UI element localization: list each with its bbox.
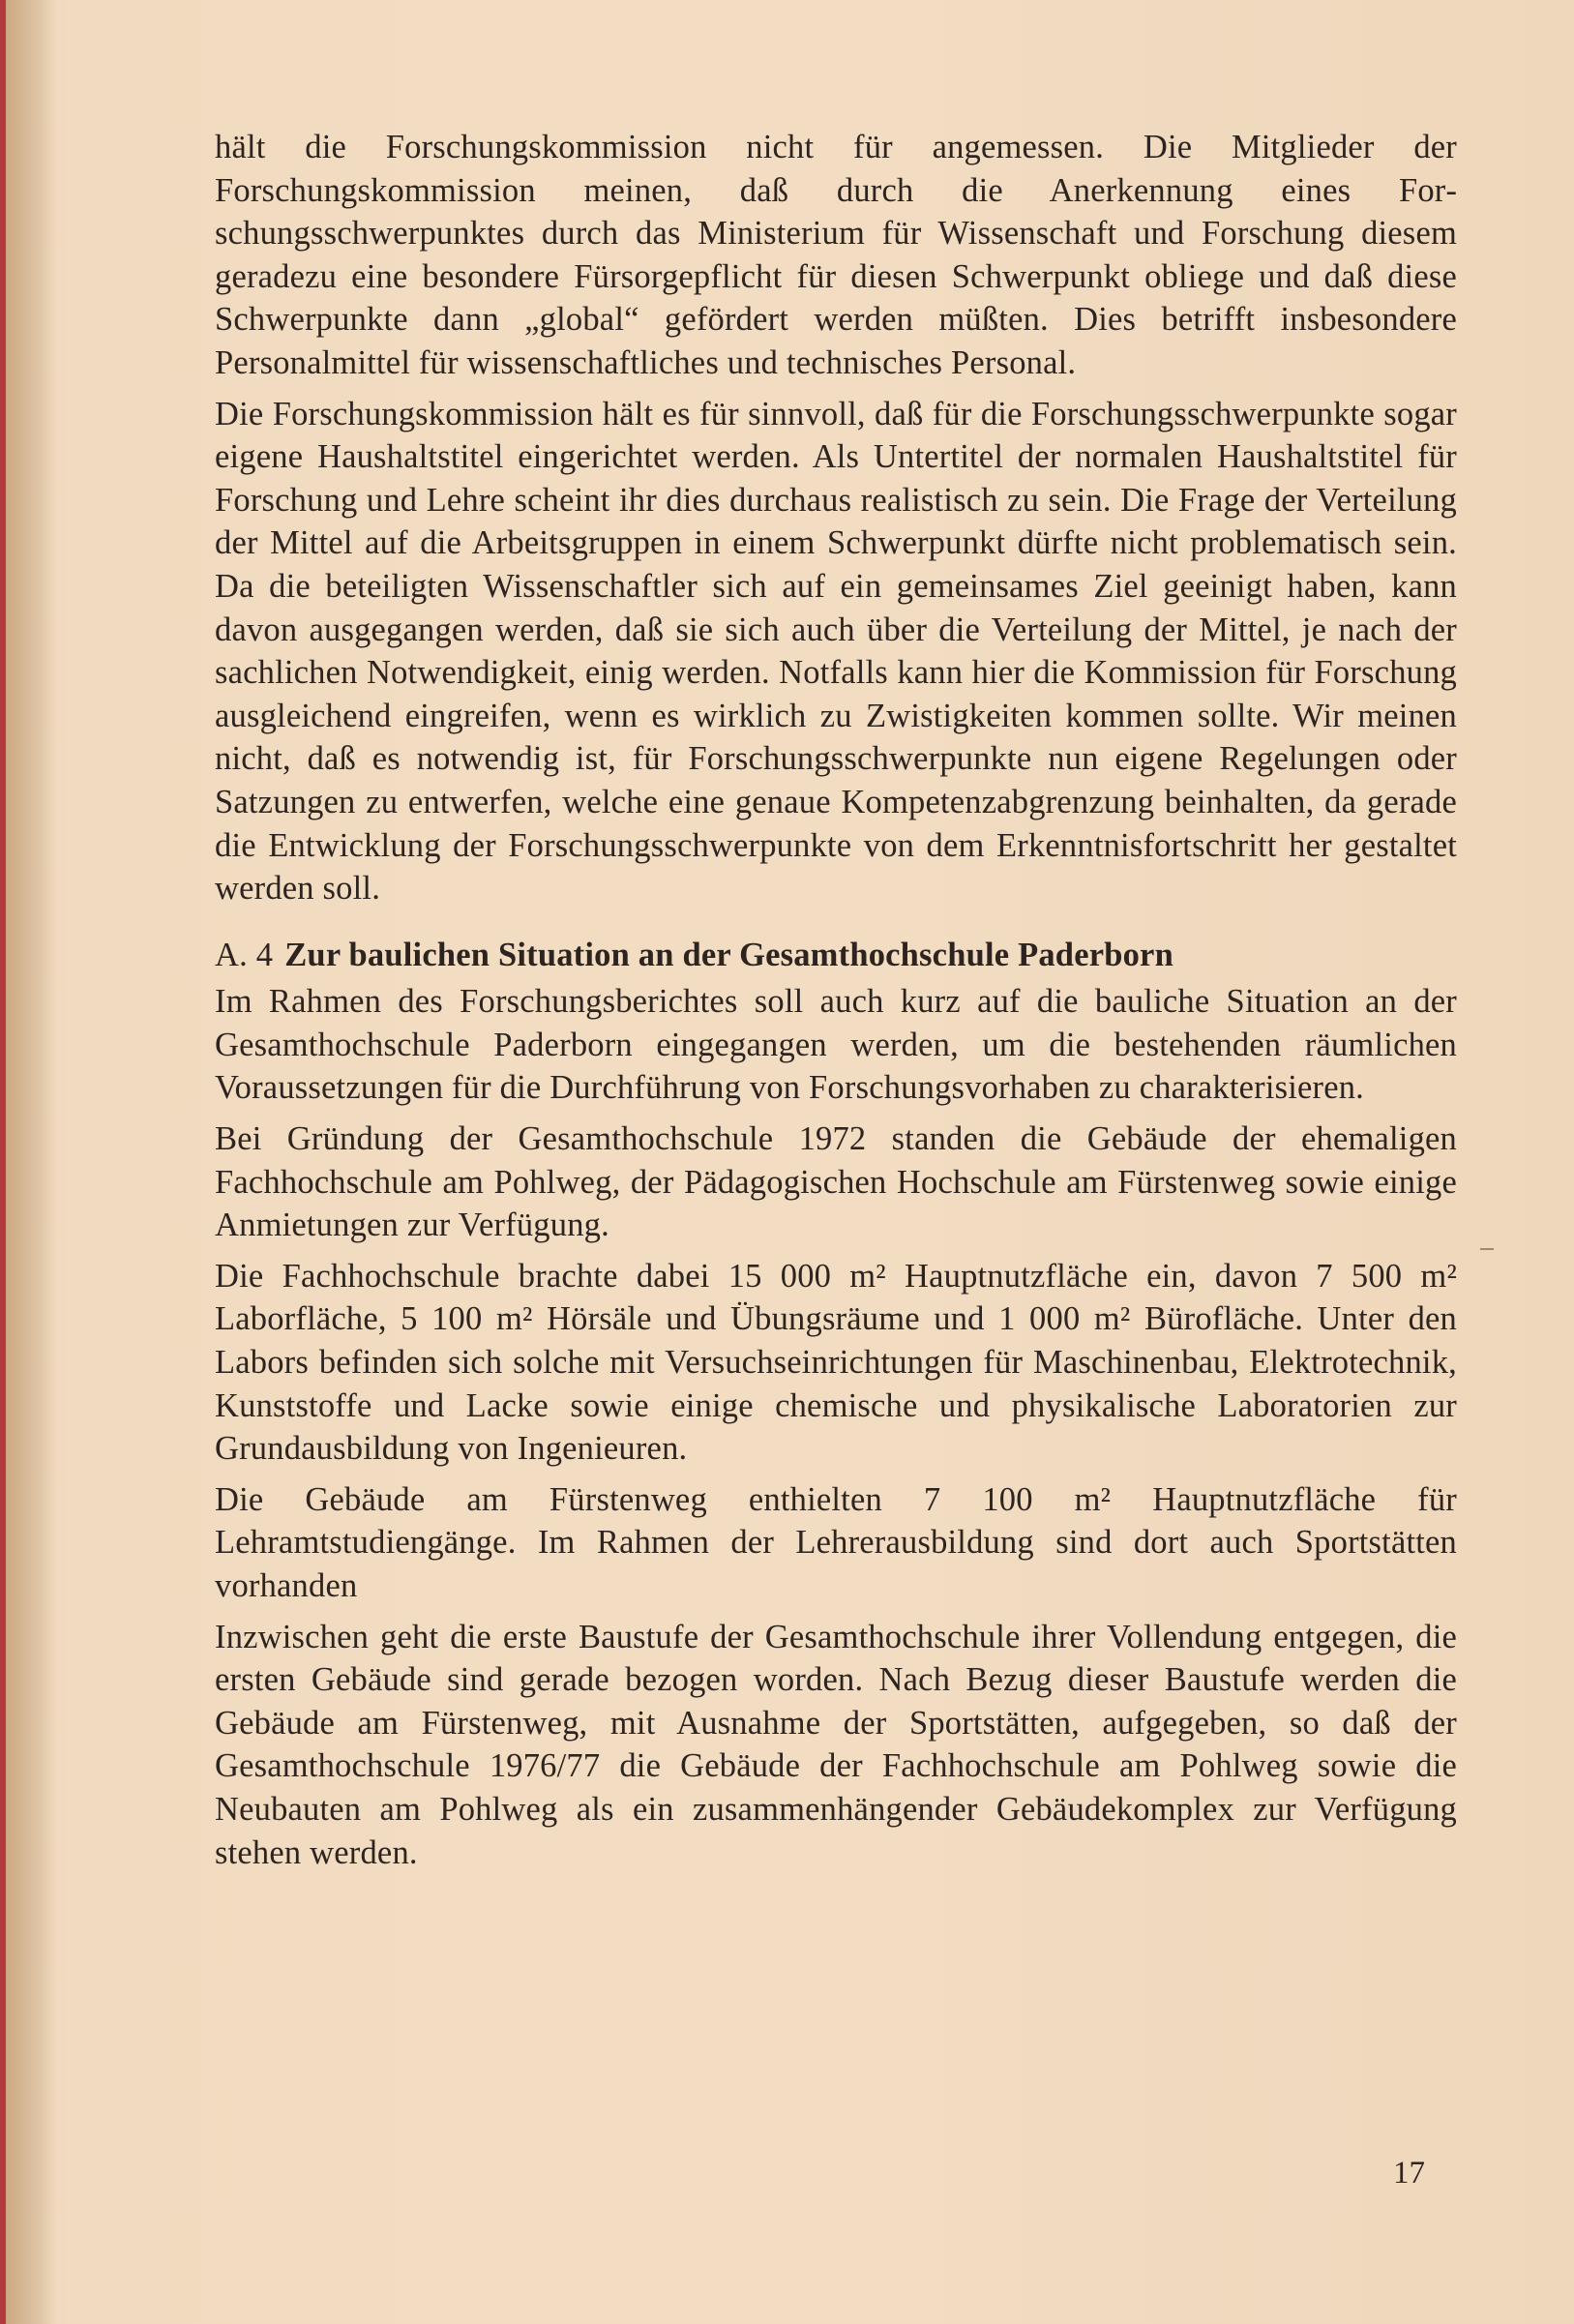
margin-mark	[1480, 1248, 1494, 1250]
cover-edge	[0, 0, 6, 2324]
paragraph: Die Fachhochschule brachte dabei 15 000 m² Hauptnutzfläche ein, davon 7 500 m² Laborfläche, 5 100 m² Hörsäle und Übungsräume und 1 000 m² Bürofläche. Unter den Labors befinden sich solche mit Versuchseinrichtungen für Maschinenbau, Elektrotechnik, Kunststoffe und Lacke sowie einige chemische und physikalische Laboratorien zur Grundausbildung von Ingenieuren.	[215, 1257, 1457, 1468]
paragraph: Die Gebäude am Fürstenweg enthielten 7 100 m² Hauptnutzfläche für Lehramtstudiengänge. Im Rahmen der Lehrerausbildung sind dort auch Sportstätten vorhanden	[215, 1480, 1457, 1604]
paragraph: Im Rahmen des Forschungsberichtes soll auch kurz auf die bauliche Situation an der Gesamthochschule Paderborn eingegangen werden, um die bestehenden räumlichen Voraussetzungen für die Durchführung von Forschungsvorhaben zu charakterisieren.	[215, 983, 1457, 1107]
paragraph: Inzwischen geht die erste Baustufe der Gesamthochschule ihrer Vollendung entgegen, die ersten Gebäude sind gerade bezogen worden. Nach Bezug dieser Baustufe werden die Gebäude am Fürstenweg, mit Ausnahme der Sportstätten, aufgegeben, so daß der Gesamthochschule 1976/77 die Gebäude der Fachhochschule am Pohlweg sowie die Neubauten am Pohlweg als ein zusammenhängender Gebäudekomplex zur Verfügung stehen werden.	[215, 1618, 1457, 1871]
section-number: A. 4	[215, 936, 274, 973]
section-title: Zur baulichen Situation an der Gesamthochschule Paderborn	[284, 936, 1173, 973]
paragraph: Bei Gründung der Gesamthochschule 1972 standen die Gebäude der ehemaligen Fachhochschule am Pohlweg, der Pädagogischen Hochschule am Fürstenweg sowie einige Anmietungen zur Verfügung.	[215, 1120, 1457, 1244]
paragraph: hält die Forschungskommission nicht für angemessen. Die Mitglieder der Forschungskommission meinen, daß durch die Anerkennung eines Forschungsschwerpunktes durch das Ministerium für Wissenschaft und Forschung diesem geradezu eine besondere Fürsorgepflicht für diesen Schwerpunkt obliege und daß diese Schwerpunkte dann „global“ gefördert werden müßten. Dies betrifft insbesondere Personalmittel für wissenschaftliches und technisches Personal.	[215, 129, 1457, 381]
binding-shadow	[0, 0, 56, 2324]
page-number: 17	[1393, 2156, 1425, 2190]
section-heading	[215, 934, 1457, 977]
paragraph: Die Forschungskommission hält es für sinnvoll, daß für die Forschungsschwerpunkte sogar eigene Haushaltstitel eingerichtet werden. Als Untertitel der normalen Haushaltstitel für Forschung und Lehre scheint ihr dies durchaus realistisch zu sein. Die Frage der Verteilung der Mittel auf die Arbeitsgruppen in einem Schwerpunkt dürfte nicht problematisch sein. Da die beteiligten Wissenschaftler sich auf ein gemeinsames Ziel geeinigt haben, kann davon ausgegangen werden, daß sie sich auch über die Verteilung der Mittel, je nach der sachlichen Notwendigkeit, einig werden. Notfalls kann hier die Kommission für Forschung ausgleichend eingreifen, wenn es wirklich zu Zwistigkeiten kommen sollte. Wir meinen nicht, daß es notwendig ist, für Forschungsschwerpunkte nun eigene Regelungen oder Satzungen zu entwerfen, welche eine genaue Kompetenzabgrenzung beinhalten, da gerade die Entwicklung der Forschungsschwerpunkte von dem Erkenntnisfortschritt her gestaltet werden soll.	[215, 395, 1457, 908]
body-text	[215, 126, 1457, 1882]
